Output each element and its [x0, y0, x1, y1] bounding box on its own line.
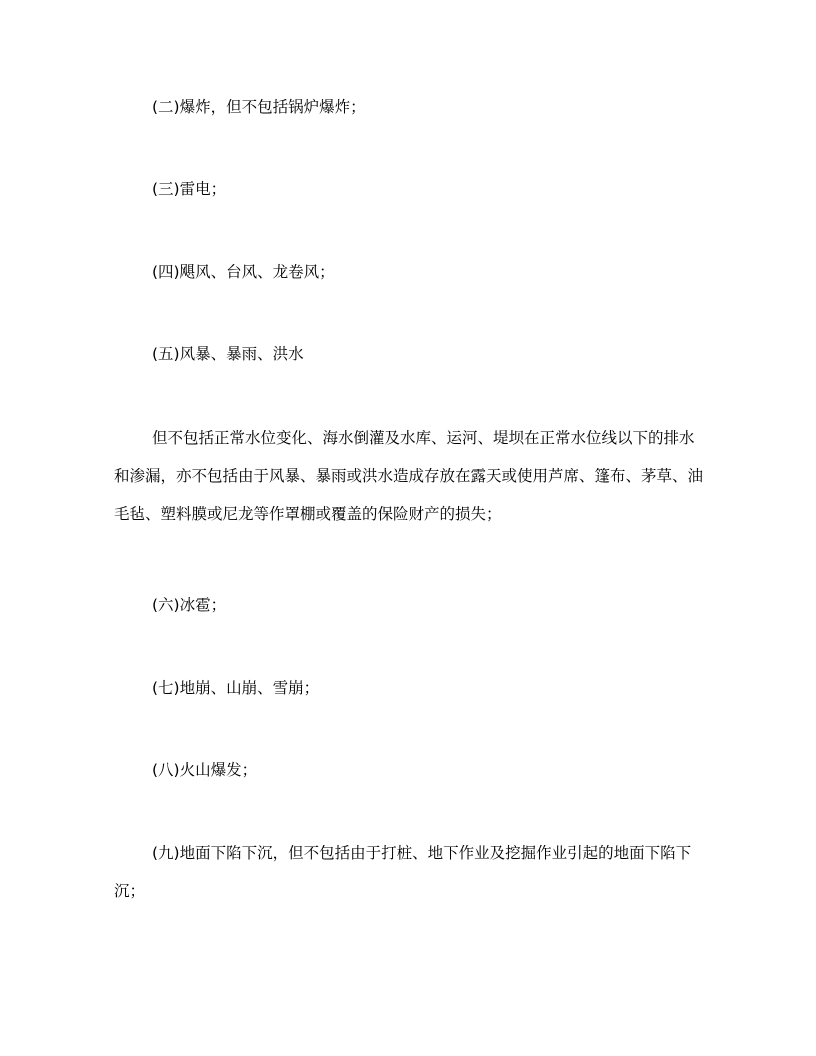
clause-4-hurricane: (四)飓风、台风、龙卷风；: [152, 263, 335, 281]
clause-6-hail: (六)冰雹；: [152, 596, 227, 614]
clause-5-storm: (五)风暴、暴雨、洪水: [152, 345, 304, 363]
clause-9-subsidence: (九)地面下陷下沉，但不包括由于打桩、地下作业及挖掘作业引起的地面下陷下沉；: [114, 844, 692, 900]
clause-2-explosion: (二)爆炸，但不包括锅炉爆炸；: [152, 98, 366, 116]
clause-5-exclusion-paragraph: 但不包括正常水位变化、海水倒灌及水库、运河、堤坝在正常水位线以下的排水和渗漏，亦不包括由于风暴、暴雨或洪水造成存放在露天或使用芦席、篷布、茅草、油毛毡、塑料膜或尼龙等作罩棚或覆盖的保险财产的损失；: [114, 429, 704, 523]
clause-8-volcano: (八)火山爆发；: [152, 761, 258, 779]
clause-3-lightning: (三)雷电；: [152, 180, 227, 198]
clause-7-landslide: (七)地崩、山崩、雪崩；: [152, 679, 320, 697]
